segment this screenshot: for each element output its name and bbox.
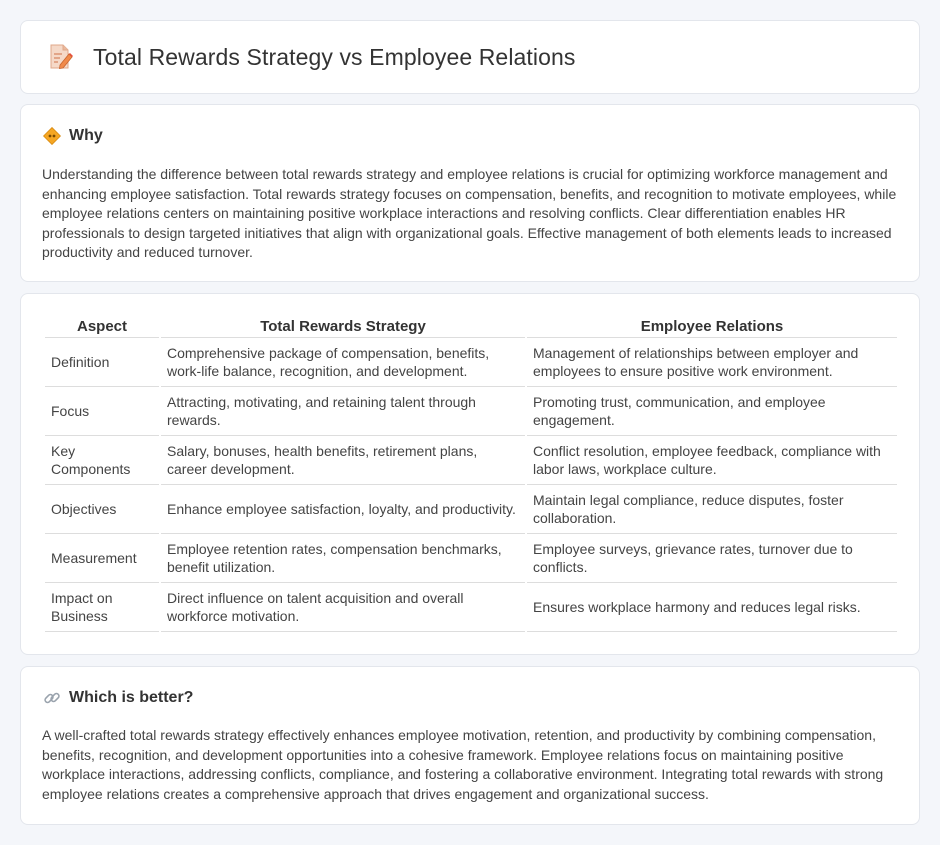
link-icon [43, 689, 61, 707]
total-rewards-cell: Enhance employee satisfaction, loyalty, and productivity. [161, 485, 525, 534]
aspect-cell: Objectives [45, 485, 159, 534]
comparison-table [43, 315, 899, 632]
employee-relations-cell: Employee surveys, grievance rates, turnover due to conflicts. [527, 534, 897, 583]
title-row [47, 43, 576, 71]
table-row [45, 485, 897, 534]
header-card [20, 20, 920, 94]
table-row [45, 387, 897, 436]
page-title: Total Rewards Strategy vs Employee Relations [93, 43, 576, 70]
table-row [45, 436, 897, 485]
aspect-cell: Definition [45, 338, 159, 387]
aspect-cell: Impact on Business [45, 583, 159, 632]
why-section [20, 104, 920, 282]
header-aspect: Aspect [45, 315, 159, 338]
employee-relations-cell: Promoting trust, communication, and employee engagement. [527, 387, 897, 436]
employee-relations-cell: Ensures workplace harmony and reduces legal risks. [527, 583, 897, 632]
total-rewards-cell: Salary, bonuses, health benefits, retirement plans, career development. [161, 436, 525, 485]
employee-relations-cell: Management of relationships between employer and employees to ensure positive work environment. [527, 338, 897, 387]
table-row [45, 534, 897, 583]
better-heading [43, 689, 193, 707]
diamond-icon [43, 127, 61, 145]
header-total-rewards: Total Rewards Strategy [161, 315, 525, 338]
total-rewards-cell: Direct influence on talent acquisition and overall workforce motivation. [161, 583, 525, 632]
comparison-section [20, 293, 920, 655]
header-employee-relations: Employee Relations [527, 315, 897, 338]
document-pen-icon [47, 43, 73, 71]
which-better-section [20, 666, 920, 825]
why-text: Understanding the difference between total rewards strategy and employee relations is crucial for optimizing workforce management and enhancing employee satisfaction. Total rewards strategy focuses on compensation, benefits, and recognition to motivate employees, while employee relations centers on maintaining positive workplace interactions and resolving conflicts. Clear differentiation enables HR professionals to design targeted initiatives that align with organizational goals. Effective management of both elements leads to increased productivity and reduced turnover. [42, 166, 897, 261]
why-heading [43, 127, 103, 145]
employee-relations-cell: Maintain legal compliance, reduce disputes, foster collaboration. [527, 485, 897, 534]
aspect-cell: Focus [45, 387, 159, 436]
employee-relations-cell: Conflict resolution, employee feedback, compliance with labor laws, workplace culture. [527, 436, 897, 485]
aspect-cell: Key Components [45, 436, 159, 485]
table-header-row [45, 315, 897, 338]
total-rewards-cell: Comprehensive package of compensation, benefits, work-life balance, recognition, and development. [161, 338, 525, 387]
table-row [45, 583, 897, 632]
total-rewards-cell: Employee retention rates, compensation benchmarks, benefit utilization. [161, 534, 525, 583]
table-row [45, 338, 897, 387]
total-rewards-cell: Attracting, motivating, and retaining talent through rewards. [161, 387, 525, 436]
better-title: Which is better? [69, 689, 194, 706]
why-title: Why [69, 127, 103, 144]
aspect-cell: Measurement [45, 534, 159, 583]
better-text: A well-crafted total rewards strategy effectively enhances employee motivation, retention, and productivity by combining compensation, benefits, recognition, and development opportunities into a cohesive framework. Employee relations focus on maintaining positive workplace interactions, addressing conflicts, compliance, and fostering a collaborative environment. Integrating total rewards with strong employee relations creates a comprehensive approach that drives engagement and organizational success. [42, 727, 884, 802]
